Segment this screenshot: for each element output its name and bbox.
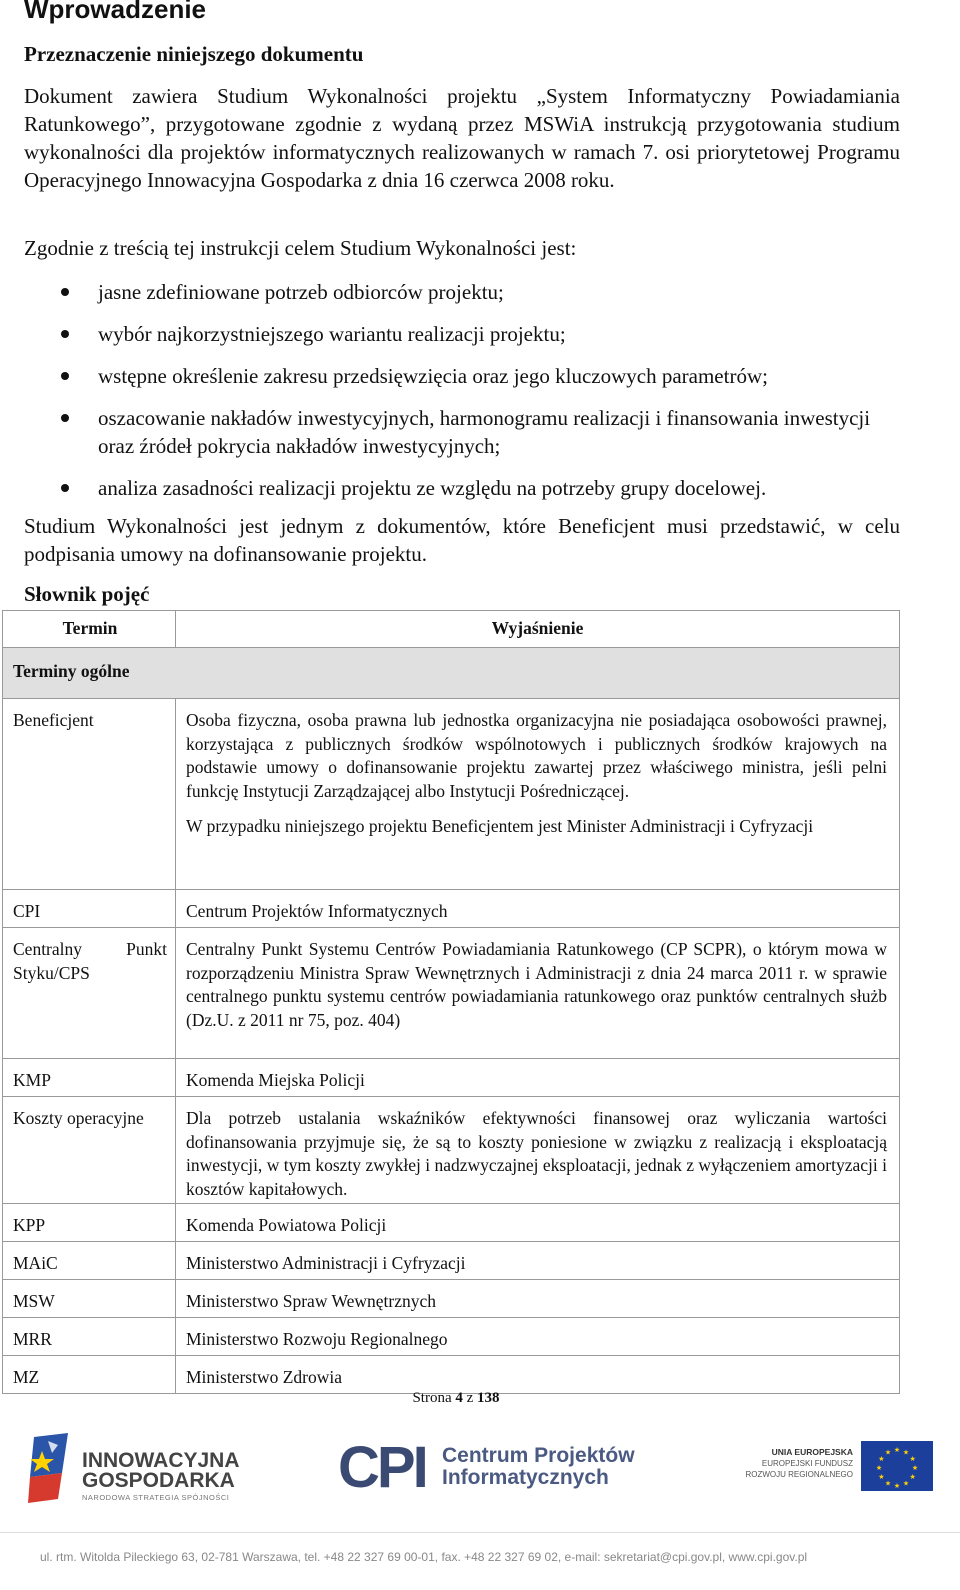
- svg-text:★: ★: [909, 1473, 916, 1481]
- list-item: jasne zdefiniowane potrzeb odbiorców projektu;: [0, 278, 900, 306]
- list-item: analiza zasadności realizacji projektu ze względu na potrzeby grupy docelowej.: [0, 474, 900, 502]
- innowacyjna-gospodarka-logo: [28, 1433, 258, 1513]
- svg-text:★: ★: [893, 1482, 901, 1490]
- ig-tagline: NARODOWA STRATEGIA SPÓJNOŚCI: [82, 1493, 230, 1502]
- term-cell: MSW: [3, 1280, 176, 1318]
- term-cell: MAiC: [3, 1242, 176, 1280]
- table-row: [3, 1059, 900, 1097]
- divider: [0, 1532, 960, 1533]
- eu-logo: [735, 1447, 935, 1507]
- table-header: [3, 611, 900, 648]
- ig-flag-icon: [28, 1433, 76, 1503]
- cpi-mark: CPI: [338, 1435, 426, 1500]
- list-item: wstępne określenie zakresu przedsięwzięcia oraz jego kluczowych parametrów;: [0, 362, 900, 390]
- term-cell: Beneficjent: [3, 699, 176, 890]
- subsection-purpose: Przeznaczenie niniejszego dokumentu: [24, 42, 364, 66]
- page-number: Strona 4 z 138: [412, 1390, 500, 1406]
- footer-address: ul. rtm. Witolda Pileckiego 63, 02-781 Warszawa, tel. +48 22 327 69 00-01, fax. +48 22 327 69 02, e-mail: sekretariat@cpi.gov.pl, www.cpi.gov.pl: [40, 1550, 808, 1564]
- table-row: [3, 1204, 900, 1242]
- table-group-row: [3, 648, 900, 699]
- term-cell: Koszty operacyjne: [3, 1097, 176, 1204]
- explanation-cell: Centralny Punkt Systemu Centrów Powiadamiania Ratunkowego (CP SCPR), o którym mowa w rozporządzeniu Ministra Spraw Wewnętrznych i Administracji z dnia 24 marca 2011 r. w sprawie centralnego punktu systemu centrów powiadamiania ratunkowego oraz punktów centralnych służb (Dz.U. z 2011 nr 75, poz. 404): [176, 928, 900, 1059]
- list-item: wybór najkorzystniejszego wariantu realizacji projektu;: [0, 320, 900, 348]
- table-row: [3, 1280, 900, 1318]
- explanation-cell: Osoba fizyczna, osoba prawna lub jednostka organizacyjna nie posiadająca osobowości prawnej, korzystająca z publicznych środków wspólnotowych i publicznych środków krajowych na podstawie umowy o dofinansowanie projektu zawartej przez właściwego ministra, jeśli pelni funkcję Instytucji Zarządzającej albo Instytucji Pośredniczącej. W przypadku niniejszego projektu Beneficjentem jest Minister Administracji i Cyfryzacji: [176, 699, 900, 890]
- paragraph-beneficiary: Studium Wykonalności jest jednym z dokumentów, które Beneficjent musi przedstawić, w celu podpisania umowy na dofinansowanie projektu.: [24, 514, 900, 566]
- svg-text:★: ★: [884, 1479, 892, 1488]
- eu-text: UNIA EUROPEJSKA EUROPEJSKI FUNDUSZ ROZWOJU REGIONALNEGO: [745, 1447, 853, 1479]
- explanation-cell: Ministerstwo Spraw Wewnętrznych: [176, 1280, 900, 1318]
- paragraph-intro: Dokument zawiera Studium Wykonalności projektu „System Informatyczny Powiadamiania Ratunkowego”, przygotowane zgodnie z wydaną przez MSWiA instrukcją przygotowania studium wykonalności dla projektów informatycznych realizowanych w ramach 7. osi priorytetowej Programu Operacyjnego Innowacyjna Gospodarka z dnia 16 czerwca 2008 roku.: [24, 84, 900, 192]
- footer-logos: [0, 1425, 960, 1545]
- table-row: [3, 1356, 900, 1394]
- subsection-glossary: Słownik pojęć: [24, 582, 150, 606]
- bullet-icon: [61, 372, 69, 380]
- bullet-icon: [61, 330, 69, 338]
- ig-title: INNOWACYJNA GOSPODARKA: [82, 1449, 240, 1492]
- svg-text:★: ★: [878, 1455, 885, 1463]
- term-cell: Centralny Punkt Styku/CPS: [3, 928, 176, 1059]
- svg-text:★: ★: [902, 1479, 910, 1488]
- term-cell: KMP: [3, 1059, 176, 1097]
- explanation-cell: Komenda Powiatowa Policji: [176, 1204, 900, 1242]
- eu-flag-icon: [861, 1441, 933, 1491]
- svg-text:★: ★: [909, 1455, 916, 1463]
- explanation-cell: Dla potrzeb ustalania wskaźników efektywności finansowej oraz wyliczania wartości dofinansowania przyjmuje się, że są to koszty poniesione w związku z realizacją i eksploatacją inwestycji, w tym koszty zwykłej i nadzwyczajnej eksploatacji, jednak z wyłączeniem amortyzacji i kosztów kapitałowych.: [176, 1097, 900, 1204]
- svg-text:★: ★: [878, 1473, 885, 1481]
- bullet-icon: [61, 414, 69, 422]
- section-title: Wprowadzenie: [24, 0, 207, 24]
- list-item: oszacowanie nakładów inwestycyjnych, harmonogramu realizacji i finansowania inwestycji oraz źródeł pokrycia nakładów inwestycyjnych;: [0, 404, 900, 460]
- cpi-name: Centrum Projektów Informatycznych: [442, 1444, 635, 1489]
- term-cell: KPP: [3, 1204, 176, 1242]
- svg-text:★: ★: [902, 1448, 910, 1457]
- header-term: Termin: [3, 611, 176, 648]
- glossary-table: [2, 610, 900, 1394]
- table-row: [3, 1318, 900, 1356]
- explanation-cell: Ministerstwo Rozwoju Regionalnego: [176, 1318, 900, 1356]
- explanation-cell: Komenda Miejska Policji: [176, 1059, 900, 1097]
- table-row: [3, 928, 900, 1059]
- term-cell: MZ: [3, 1356, 176, 1394]
- explanation-cell: Ministerstwo Zdrowia: [176, 1356, 900, 1394]
- svg-text:★: ★: [875, 1464, 883, 1472]
- table-row: [3, 1242, 900, 1280]
- explanation-cell: Centrum Projektów Informatycznych: [176, 890, 900, 928]
- explanation-cell: Ministerstwo Administracji i Cyfryzacji: [176, 1242, 900, 1280]
- term-cell: MRR: [3, 1318, 176, 1356]
- bullet-icon: [61, 484, 69, 492]
- paragraph-goals: Zgodnie z treścią tej instrukcji celem Studium Wykonalności jest:: [24, 236, 577, 260]
- table-row: [3, 890, 900, 928]
- table-row: [3, 699, 900, 890]
- svg-text:★: ★: [893, 1446, 901, 1454]
- group-general: Terminy ogólne: [3, 648, 900, 699]
- svg-text:★: ★: [884, 1448, 892, 1457]
- cpi-logo: [338, 1437, 648, 1507]
- svg-text:★: ★: [911, 1464, 919, 1472]
- term-cell: CPI: [3, 890, 176, 928]
- bullet-icon: [61, 288, 69, 296]
- header-explanation: Wyjaśnienie: [176, 611, 900, 648]
- table-row: [3, 1097, 900, 1204]
- goals-list: [0, 278, 900, 502]
